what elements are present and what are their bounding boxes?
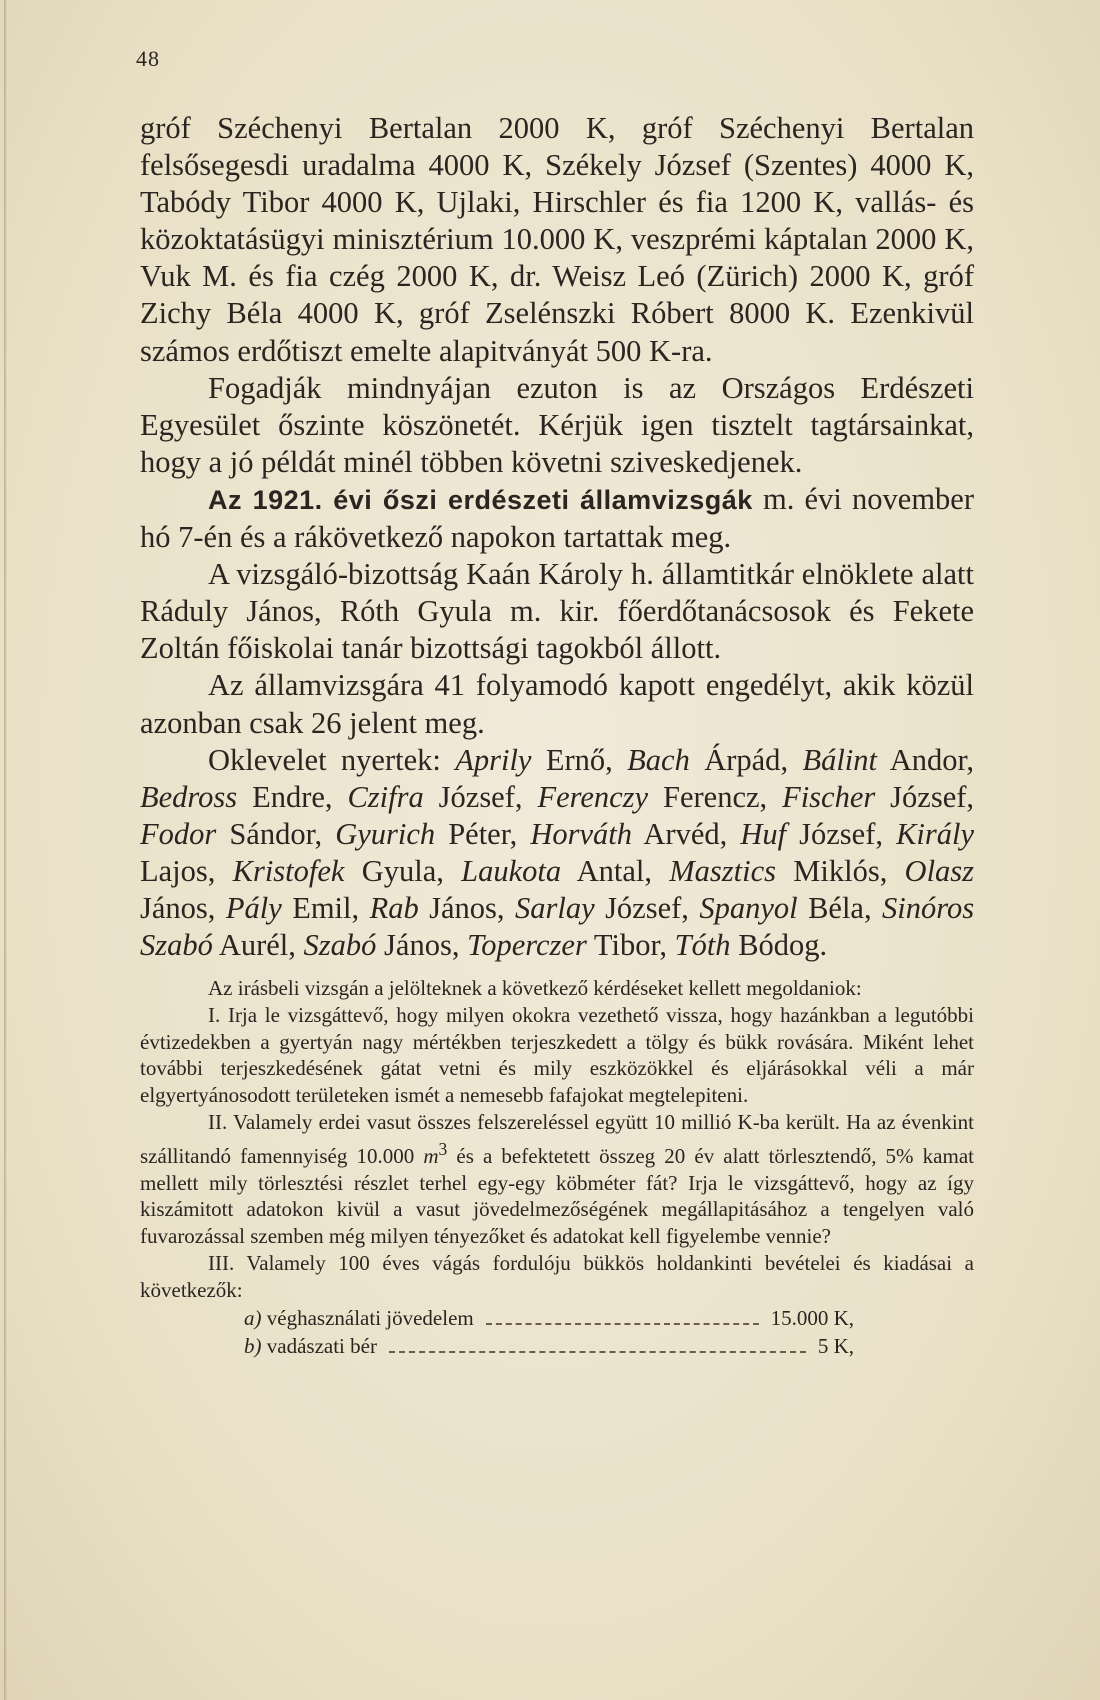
exam-heading: Az 1921. évi őszi erdészeti államvizsgák <box>208 484 753 515</box>
graduate-given-name: Bódog <box>738 928 820 963</box>
graduate-surname: Spanyol <box>699 890 798 925</box>
item-value: 15.000 K, <box>770 1305 854 1330</box>
thanks-paragraph: Fogadják mindnyájan ezuton is az Országos Erdészeti Egyesület őszinte köszönetét. Kérjük igen tisztelt tagtársainkat, hogy a jó példát minél többen követni sziveskedjenek. <box>140 370 974 479</box>
graduate-surname: Pály <box>225 890 282 925</box>
graduates-intro: Oklevelet nyertek: <box>208 742 456 777</box>
graduate-given-name: Ernő <box>545 742 606 777</box>
graduate-given-name: Tibor <box>593 928 660 963</box>
committee-paragraph: A vizsgáló-bizottság Kaán Károly h. államtitkár elnöklete alatt Ráduly János, Róth Gyula m. kir. főerdőtanácsosok és Fekete Zoltán főiskolai tanár bizottsági tagokból állott. <box>140 557 974 666</box>
graduate-given-name: Árpád <box>704 742 781 777</box>
graduate-entry: Sinóros Szabó Aurél, <box>140 890 975 963</box>
graduate-surname: Fodor <box>140 816 217 851</box>
graduates-paragraph <box>140 742 974 965</box>
graduate-surname: Huf <box>740 816 787 851</box>
exam-heading-rest: m. évi november hó 7-én és a rákövetkező napokon tartattak meg. <box>140 481 974 555</box>
graduate-surname: Sarlay <box>514 890 595 925</box>
graduate-surname: Horváth <box>530 816 633 851</box>
graduate-surname: Szabó <box>303 928 377 963</box>
leader-dots <box>486 1323 759 1325</box>
donations-paragraph: gróf Széchenyi Bertalan 2000 K, gróf Széchenyi Bertalan felsősegesdi uradalma 4000 K, Székely József (Szentes) 4000 K, Tabódy Tibor 4000 K, Ujlaki, Hirschler és fia 1200 K, vallás- és közoktatásügyi minisztérium 10.000 K, veszprémi káptalan 2000 K, Vuk M. és fia czég 2000 K, dr. Weisz Leó (Zürich) 2000 K, gróf Zichy Béla 4000 K, gróf Zselénszki Róbert 8000 K. Ezenkivül számos erdőtiszt emelte alapitványát 500 K-ra. <box>140 111 974 368</box>
item-label: vadászati bér <box>266 1333 377 1358</box>
graduate-entry: Laukota Antal, <box>461 853 670 888</box>
body-text <box>140 110 974 964</box>
questions-intro: Az irásbeli vizsgán a jelölteknek a következő kérdéseket kellett megoldaniok: <box>208 976 862 1000</box>
graduate-entry: Huf József, <box>740 816 897 851</box>
graduate-entry: Fodor Sándor, <box>140 816 336 851</box>
graduate-entry: Rab János, <box>369 890 515 925</box>
graduate-given-name: József <box>438 779 515 814</box>
graduate-entry: Spanyol Béla, <box>699 890 883 925</box>
graduate-given-name: Sándor <box>229 816 315 851</box>
graduate-entry: Horváth Arvéd, <box>530 816 741 851</box>
graduate-surname: Czifra <box>347 779 424 814</box>
graduate-surname: Király <box>896 816 975 851</box>
item-letter: a) <box>244 1305 262 1330</box>
graduate-given-name: János <box>140 890 208 925</box>
graduate-entry: Király Lajos, <box>140 816 975 888</box>
graduate-given-name: Péter <box>448 816 510 851</box>
item-label: véghasználati jövedelem <box>266 1305 474 1330</box>
graduate-given-name: Lajos <box>140 853 208 888</box>
page-edge <box>4 0 7 1700</box>
graduate-entry: Kristofek Gyula, <box>232 853 462 888</box>
graduate-given-name: Miklós <box>793 853 880 888</box>
graduate-given-name: János <box>429 890 497 925</box>
graduate-surname: Bach <box>627 742 690 777</box>
graduate-entry: Bach Árpád, <box>627 742 803 777</box>
graduate-surname: Toperczer <box>467 928 587 963</box>
graduate-given-name: János <box>384 928 452 963</box>
graduate-entry: Bedross Endre, <box>140 779 348 814</box>
graduate-entry: Masztics Miklós, <box>669 853 905 888</box>
question-1: I. Irja le vizsgáttevő, hogy milyen okokra vezethető vissza, hogy hazánkban a legutóbbi évtizedekben a gyertyán nagy mértékben terjeszkedett a tölgy és bükk rovására. Miként lehet további terjeszkedésének gátat vetni és mily eszközökkel és eljárásokkal véli a már elgyertyánosodott területeken ismét a nemesebb fafajokat megtelepiteni. <box>140 1002 974 1108</box>
graduate-surname: Masztics <box>669 853 777 888</box>
graduate-entry: Szabó János, <box>303 928 468 963</box>
graduate-given-name: Arvéd <box>643 816 720 851</box>
question-3: III. Valamely 100 éves vágás fordulóju bükkös holdankinti bevételei és kiadásai a következők: <box>140 1250 974 1302</box>
graduate-entry: Gyurich Péter, <box>335 816 531 851</box>
graduate-entry: Ferenczy Ferencz, <box>537 779 783 814</box>
graduate-surname: Laukota <box>461 853 562 888</box>
graduate-surname: Aprily <box>455 742 532 777</box>
graduate-surname: Gyurich <box>335 816 436 851</box>
graduate-given-name: Béla <box>808 890 864 925</box>
graduate-surname: Fischer <box>782 779 876 814</box>
graduate-surname: Olasz <box>904 853 975 888</box>
income-item-b <box>244 1332 974 1360</box>
graduate-entry: Toperczer Tibor, <box>467 928 675 963</box>
graduate-surname: Ferenczy <box>537 779 649 814</box>
graduate-entry: Bálint Andor, <box>802 742 975 777</box>
graduate-surname: Kristofek <box>232 853 345 888</box>
page-number: 48 <box>136 46 160 71</box>
graduate-surname: Rab <box>369 890 419 925</box>
graduate-entry: Olasz János, <box>140 853 975 925</box>
graduate-entry: Aprily Ernő, <box>455 742 628 777</box>
question-2: II. Valamely erdei vasut összes felszereléssel együtt 10 millió K-ba került. Ha az évenkint szállitandó famennyiség 10.000 $m^3$ és a befektetett összeg 20 év alatt törlesztendő, 5% kamat mellett mily törlesztési részlet terhel egy-egy köbméter fát? Irja le vizsgáttevő, hogy az így kiszámitott adatokon kivül a vasut jövedelmezőségének megállapitásához a tengelyen való fuvarozással szemben még milyen tényezőket és adatokat kell figyelembe vennie? <box>140 1109 974 1249</box>
item-letter: b) <box>244 1333 262 1358</box>
graduate-surname: Sinóros Szabó <box>140 890 975 963</box>
graduate-entry: Sarlay József, <box>514 890 700 925</box>
graduate-given-name: Emil <box>292 890 352 925</box>
graduate-given-name: Aurél <box>218 928 289 963</box>
graduate-entry: Tóth Bódog. <box>674 928 828 963</box>
graduate-given-name: Andor <box>889 742 967 777</box>
graduate-given-name: Antal <box>576 853 645 888</box>
leader-dots <box>389 1351 806 1353</box>
applicants-paragraph: Az államvizsgára 41 folyamodó kapott engedélyt, akik közül azonban csak 26 jelent meg. <box>140 668 974 740</box>
graduate-surname: Tóth <box>674 928 731 963</box>
graduate-given-name: József <box>605 890 682 925</box>
graduate-entry: Fischer József, <box>782 779 975 814</box>
graduate-given-name: Ferencz <box>663 779 760 814</box>
graduate-surname: Bedross <box>140 779 238 814</box>
income-item-a <box>244 1304 974 1332</box>
graduate-entry: Czifra József, <box>347 779 538 814</box>
graduate-surname: Bálint <box>802 742 877 777</box>
graduate-entry: Pály Emil, <box>225 890 370 925</box>
questions-section <box>140 975 974 1360</box>
graduate-given-name: József <box>890 779 967 814</box>
graduate-given-name: Endre <box>252 779 325 814</box>
exam-announcement <box>140 481 974 556</box>
item-value: 5 K, <box>817 1333 854 1358</box>
graduate-given-name: József <box>799 816 876 851</box>
graduate-given-name: Gyula <box>361 853 437 888</box>
